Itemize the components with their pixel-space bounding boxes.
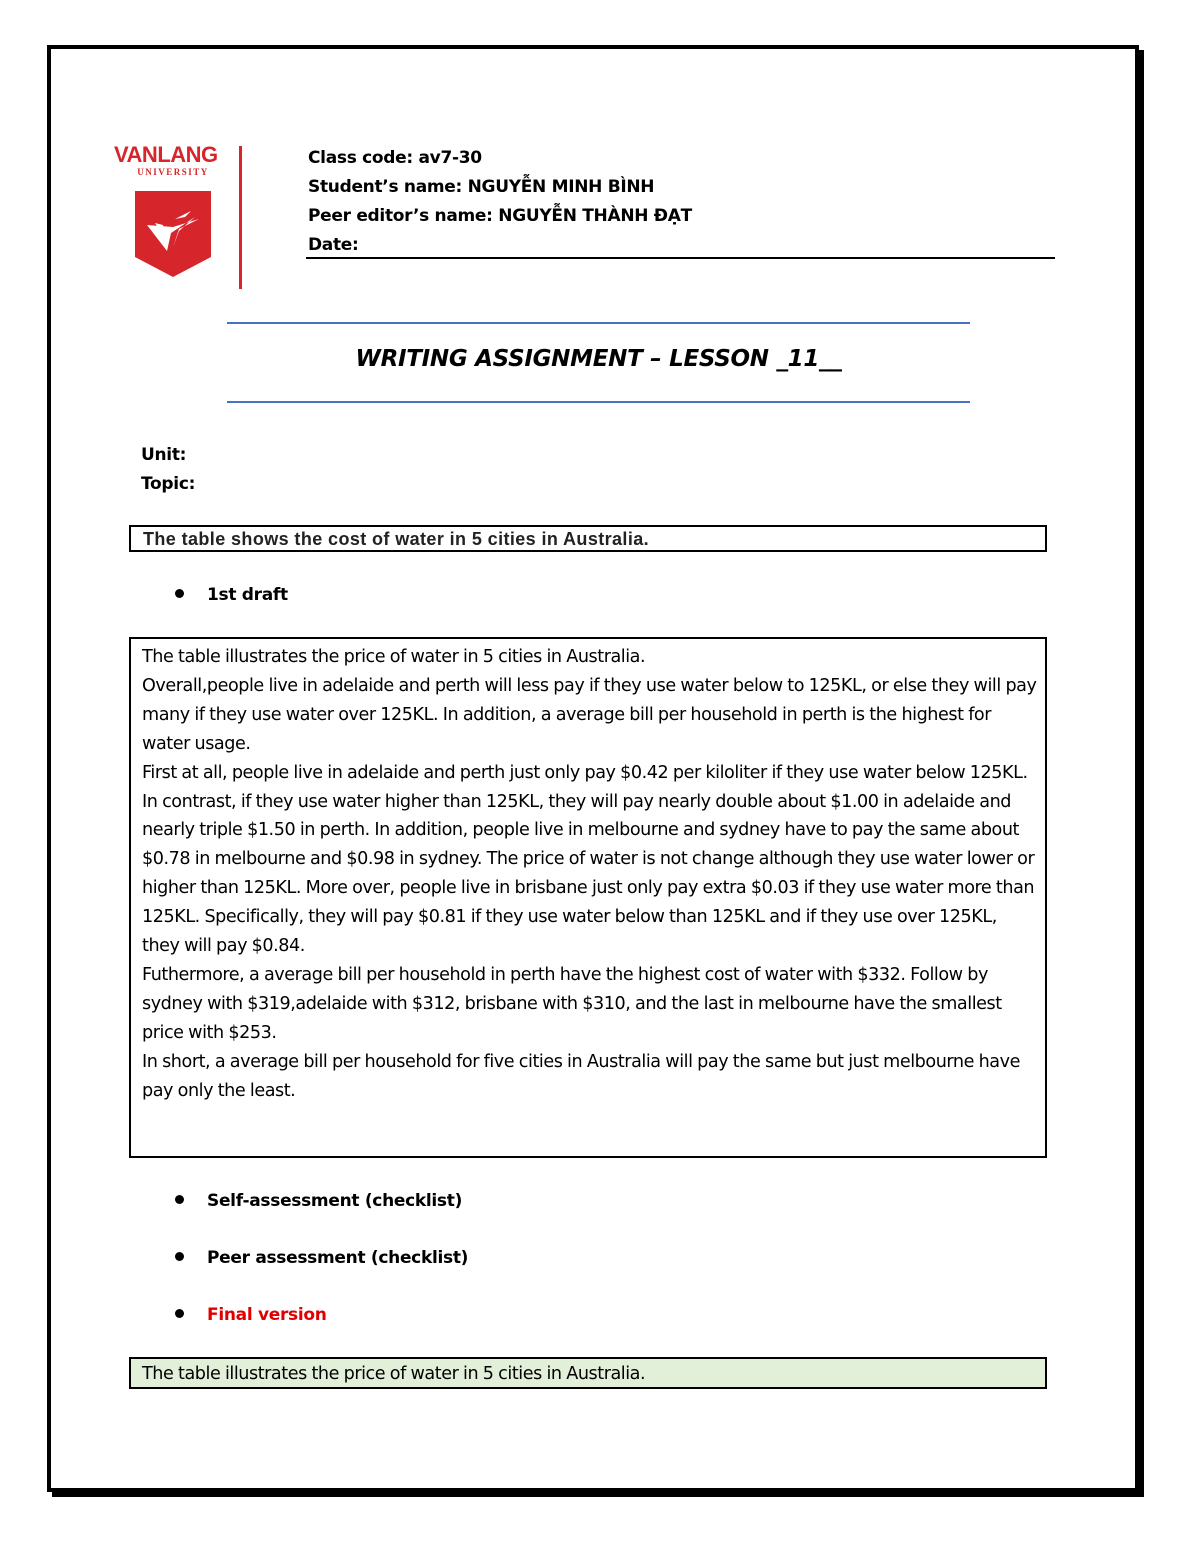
bullet-label: Final version: [207, 1305, 327, 1325]
bullet-label: 1st draft: [207, 585, 288, 605]
bullet-final-version: [175, 1303, 327, 1327]
draft-paragraph: The table illustrates the price of water in 5 cities in Australia.: [142, 647, 646, 667]
final-version-box: The table illustrates the price of water in 5 cities in Australia.: [129, 1357, 1047, 1389]
unit-topic: [141, 441, 195, 499]
draft-paragraph: First at all, people live in adelaide and perth just only pay $0.42 per kiloliter if they use water below 125KL. In contrast, if they use water higher than 125KL, they will pay nearly double about $1.00 in adelaide and nearly triple $1.50 in perth. In addition, people live in melbourne and sydney have to pay the same about $0.78 in melbourne and $0.98 in sydney. The price of water is not change although they use water lower or higher than 125KL. More over, people live in brisbane just only pay extra $0.03 if they use water more than 125KL. Specifically, they will pay $0.81 if they use water below than 125KL and if they use over 125KL, they will pay $0.84.: [142, 762, 1035, 957]
shield-icon: [133, 189, 213, 279]
student-name: Student’s name: NGUYỄN MINH BÌNH: [308, 177, 655, 197]
title-rule-top: [227, 322, 970, 324]
draft-paragraph: In short, a average bill per household for five cities in Australia will pay the same but just melbourne have pay only the least.: [142, 1051, 1020, 1101]
bullet-label: Peer assessment (checklist): [207, 1248, 469, 1268]
draft-paragraph: Overall,people live in adelaide and perth will less pay if they use water below to 125KL, or else they will pay many if they use water over 125KL. In addition, a average bill per household in perth is the highest for water usage.: [142, 675, 1037, 754]
class-code: Class code: av7-30: [308, 148, 482, 168]
title-rule-bottom: [227, 401, 970, 403]
logo-divider: [239, 146, 242, 289]
bullet-dot-icon: [175, 1309, 184, 1318]
bullet-peer-assessment: [175, 1246, 468, 1270]
peer-editor-name: Peer editor’s name: NGUYỄN THÀNH ĐẠT: [308, 206, 692, 226]
first-draft-box: [129, 637, 1047, 1158]
header-rule: [306, 257, 1055, 259]
draft-paragraph: Futhermore, a average bill per household in perth have the highest cost of water with $332. Follow by sydney with $319,adelaide with $312, brisbane with $310, and the last in melbourne have the smallest price with $253.: [142, 964, 1002, 1043]
bullet-dot-icon: [175, 589, 184, 598]
logo-wordmark: VANLANG: [114, 142, 218, 167]
unit-label: Unit:: [141, 445, 187, 465]
page-title: WRITING ASSIGNMENT – LESSON _11__: [355, 346, 842, 372]
bullet-self-assessment: [175, 1189, 462, 1213]
university-logo: [114, 144, 234, 177]
bullet-dot-icon: [175, 1252, 184, 1261]
topic-label: Topic:: [141, 474, 196, 494]
date-field: Date:: [308, 235, 359, 255]
bullet-first-draft: [175, 583, 288, 607]
bullet-dot-icon: [175, 1195, 184, 1204]
bullet-label: Self-assessment (checklist): [207, 1191, 463, 1211]
logo-subtitle: UNIVERSITY: [137, 167, 209, 177]
header-info: [308, 144, 692, 260]
prompt-box: The table shows the cost of water in 5 cities in Australia.: [129, 525, 1047, 552]
